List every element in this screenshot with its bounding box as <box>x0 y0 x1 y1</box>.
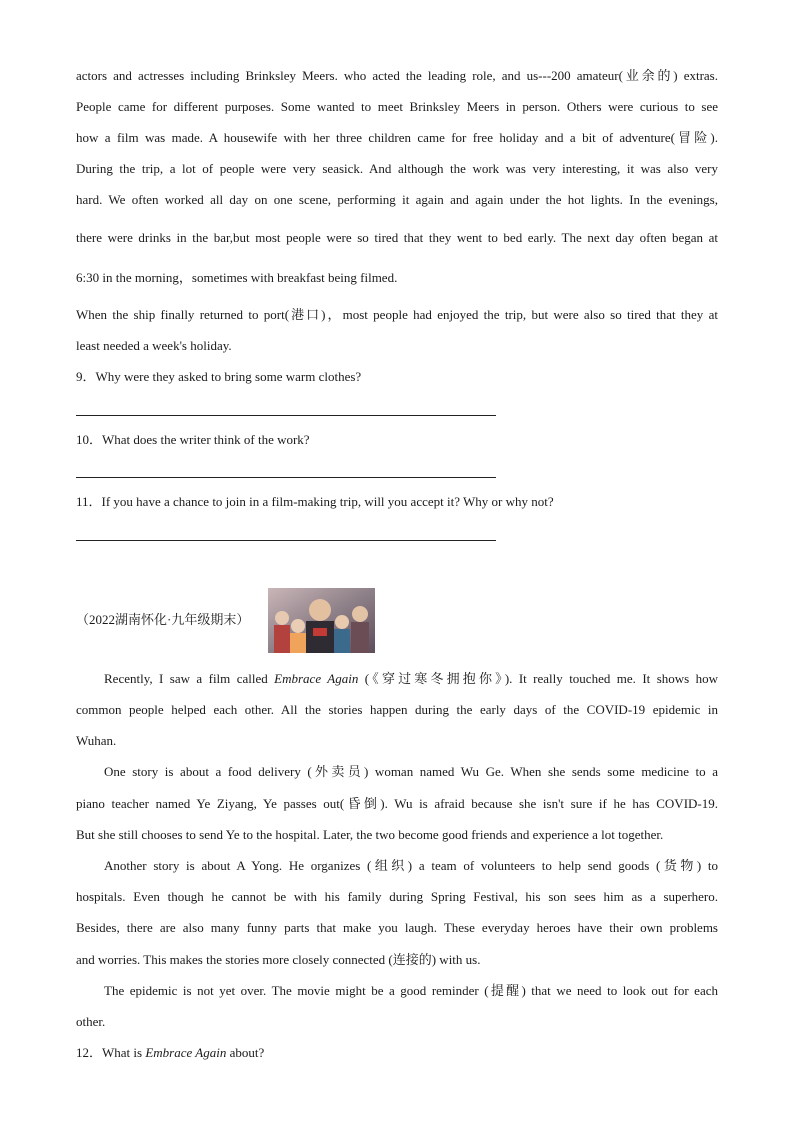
passage2-p1-line-1: Recently, I saw a film called Embrace Again (《穿过寒冬拥抱你》). It really touched me. It shows how <box>104 671 719 686</box>
question-9: 9．Why were they asked to bring some warm clothes? <box>76 369 362 384</box>
passage2-p3-line-2: hospitals. Even though he cannot be with his family during Spring Festival, his son sees him as a superhero. <box>76 889 718 904</box>
passage2-p4-line-1: The epidemic is not yet over. The movie might be a good reminder (提醒) that we need to look out for each <box>104 983 718 998</box>
passage1-line-8: When the ship finally returned to port(港口)，most people had enjoyed the trip, but were also so tired that they at <box>76 307 718 322</box>
question-11: 11．If you have a chance to join in a film-making trip, will you accept it? Why or why not? <box>76 494 554 509</box>
passage1-line-9: least needed a week's holiday. <box>76 338 232 353</box>
passage2-p2-line-1: One story is about a food delivery (外卖员) woman named Wu Ge. When she sends some medicine to a <box>104 764 718 779</box>
passage2-p3-line-1: Another story is about A Yong. He organizes (组织) a team of volunteers to help send goods (货物) to <box>104 858 718 873</box>
passage1-line-7: 6:30 in the morning，sometimes with breakfast being filmed. <box>76 270 398 285</box>
passage1-line-6: there were drinks in the bar,but most people were so tired that they went to bed early. The next day often began at <box>76 230 718 245</box>
passage2-p3-line-4: and worries. This makes the stories more closely connected (连接的) with us. <box>76 952 481 967</box>
passage1-line-1: actors and actresses including Brinksley Meers. who acted the leading role, and us---200 amateur(业余的) extras. <box>76 68 718 83</box>
passage1-line-4: During the trip, a lot of people were very seasick. And although the work was very interesting, it was also very <box>76 161 718 176</box>
answer-line-11[interactable] <box>76 540 496 541</box>
passage1-line-3: how a film was made. A housewife with her three children came for free holiday and a bit of adventure(冒险). <box>76 130 718 145</box>
passage2-p2-line-2: piano teacher named Ye Ziyang, Ye passes out(昏倒). Wu is afraid because she isn't sure if he has COVID-19. <box>76 796 718 811</box>
film-poster-photo <box>268 588 375 653</box>
question-12-film-title: Embrace Again <box>145 1045 227 1060</box>
passage1-line-2: People came for different purposes. Some wanted to meet Brinksley Meers in person. Others were curious to see <box>76 99 718 114</box>
answer-line-10[interactable] <box>76 477 496 478</box>
passage2-p3-line-3: Besides, there are also many funny parts that make you laugh. These everyday heroes have their own problems <box>76 920 718 935</box>
answer-line-9[interactable] <box>76 415 496 416</box>
question-10: 10．What does the writer think of the work? <box>76 432 310 447</box>
source-label: （2022湖南怀化·九年级期末） <box>76 612 250 627</box>
question-12: 12．What is Embrace Again about? <box>76 1045 265 1060</box>
passage2-p4-line-2: other. <box>76 1014 106 1029</box>
passage2-p1-line-2: common people helped each other. All the stories happen during the early days of the COVID-19 epidemic in <box>76 702 718 717</box>
film-title: Embrace Again <box>274 671 359 686</box>
passage2-p1-line-3: Wuhan. <box>76 733 117 748</box>
passage2-p2-line-3: But she still chooses to send Ye to the hospital. Later, the two become good friends and experience a lot together. <box>76 827 664 842</box>
passage1-line-5: hard. We often worked all day on one scene, performing it again and again under the hot lights. In the evenings, <box>76 192 718 207</box>
